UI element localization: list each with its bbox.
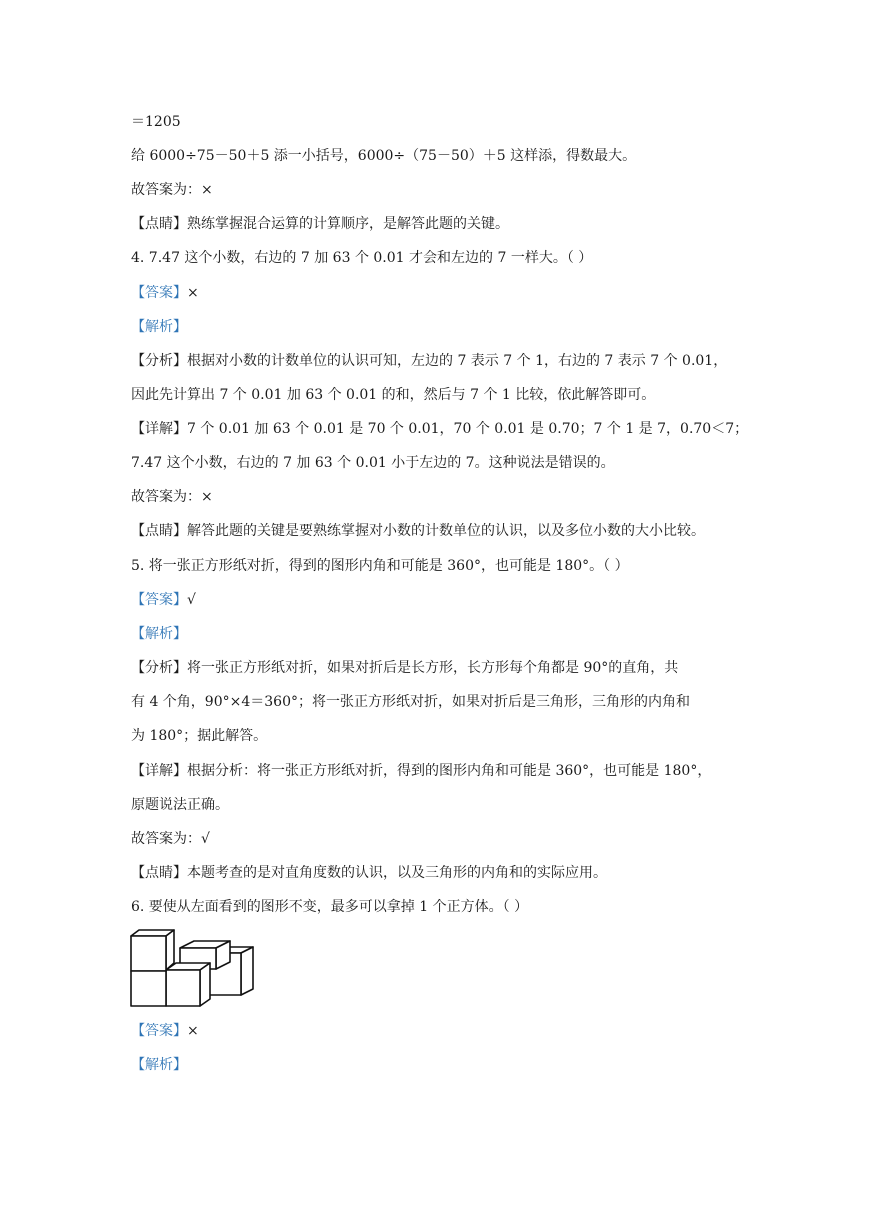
line-result: ＝1205 [131,114,181,130]
analysis-tag-q5: 【解析】 [131,626,187,642]
question-6: 6. 要使从左面看到的图形不变，最多可以拿掉 1 个正方体。（ ） [131,899,529,915]
line-detail-cont: 7.47 这个小数，右边的 7 加 63 个 0.01 小于左边的 7。这种说法是错误的。 [131,455,615,471]
line-analysis-cont: 有 4 个角，90°×4＝360°；将一张正方形纸对折，如果对折后是三角形，三角形的内角和 [131,694,690,710]
line-key-point: 【点睛】本题考查的是对直角度数的认识，以及三角形的内角和的实际应用。 [131,865,607,881]
answer-line-q5 [131,590,196,610]
line-answer-conclusion: 故答案为：√ [131,831,210,847]
cube-stack-figure [130,929,256,1011]
answer-value: × [187,285,199,301]
analysis-tag-q6: 【解析】 [131,1057,187,1073]
answer-value: × [187,1023,199,1039]
line-answer-conclusion: 故答案为：× [131,489,213,505]
question-4: 4. 7.47 这个小数，右边的 7 加 63 个 0.01 才会和左边的 7 一样大。（ ） [131,250,593,266]
answer-line-q6 [131,1021,199,1041]
line-key-point: 【点睛】解答此题的关键是要熟练掌握对小数的计数单位的认识，以及多位小数的大小比较。 [131,523,705,539]
line-detail: 【详解】根据分析：将一张正方形纸对折，得到的图形内角和可能是 360°，也可能是 180°， [131,763,712,779]
question-5: 5. 将一张正方形纸对折，得到的图形内角和可能是 360°，也可能是 180°。（ ） [131,558,629,574]
analysis-tag-q4: 【解析】 [131,319,187,335]
answer-tag: 【答案】 [131,285,187,301]
answer-tag: 【答案】 [131,592,187,608]
line-analysis-cont: 为 180°；据此解答。 [131,728,268,744]
line-bracket-explanation: 给 6000÷75－50＋5 添一小括号，6000÷（75－50）＋5 这样添，得数最大。 [131,148,637,164]
line-detail: 【详解】7 个 0.01 加 63 个 0.01 是 70 个 0.01，70 个 0.01 是 0.70；7 个 1 是 7，0.70＜7； [131,421,749,437]
line-analysis-cont: 因此先计算出 7 个 0.01 加 63 个 0.01 的和，然后与 7 个 1 比较，依此解答即可。 [131,387,656,403]
answer-tag: 【答案】 [131,1023,187,1039]
line-key-point: 【点睛】熟练掌握混合运算的计算顺序，是解答此题的关键。 [131,216,509,232]
answer-line-q4 [131,283,199,303]
line-analysis: 【分析】将一张正方形纸对折，如果对折后是长方形，长方形每个角都是 90°的直角，共 [131,660,679,676]
answer-value: √ [187,592,196,608]
line-answer-conclusion: 故答案为：× [131,182,213,198]
line-analysis: 【分析】根据对小数的计数单位的认识可知，左边的 7 表示 7 个 1，右边的 7 表示 7 个 0.01， [131,353,728,369]
line-detail-cont: 原题说法正确。 [131,797,229,813]
